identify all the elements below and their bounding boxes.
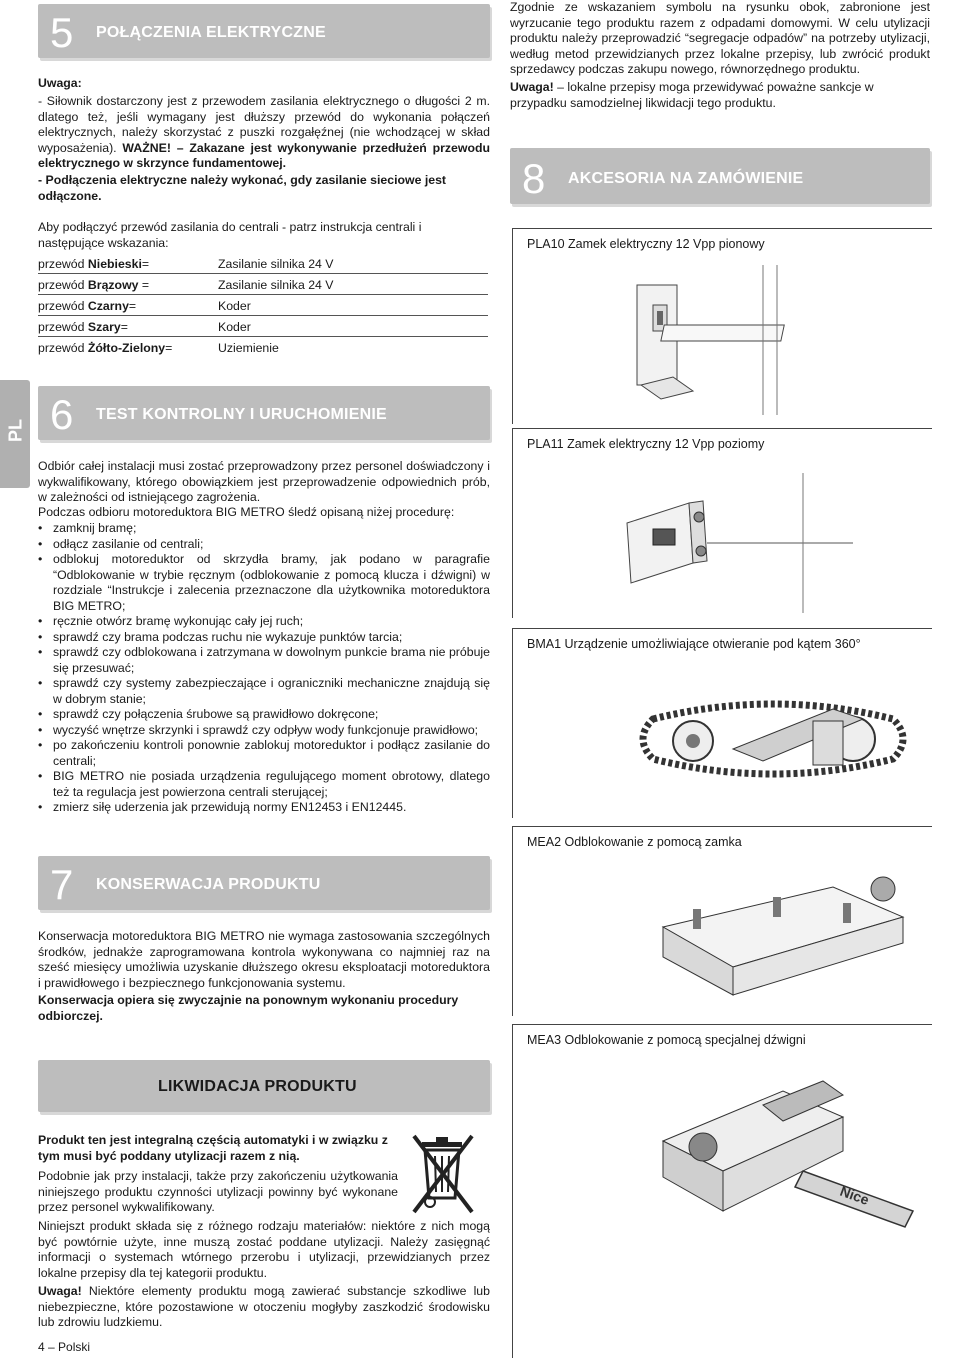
list-item: • po zakończeniu kontroli ponownie zablokuj motoreduktor i podłącz zasilanie do centrali; — [38, 738, 490, 769]
disposal-p6 — [510, 80, 930, 111]
section-5-note-1-text: - Siłownik dostarczony jest z przewodem zasilania elektrycznego o długości 2 m. dlatego też, jeśli wymagany jest dłuższy przewód do wykonania połączeń elektrycznych, należy skorzystać z puszki rozgałęźnej (nie wchodzącej w skład wyposażenia). — [38, 94, 490, 155]
section-7-p1: Konserwacja motoreduktora BIG METRO nie wymaga zastosowania szczególnych środków, jednakże zaprogramowana kontrola wykonywana co najmniej raz na sześć miesięcy umożliwia uzyskanie dłuższego okresu eksploatacji motoreduktora i prawidłowego i bezpiecznego funkcjonowania systemu. — [38, 929, 490, 990]
section-5-note-label: Uwaga: — [38, 76, 82, 90]
list-item: • odłącz zasilanie od centrali; — [38, 537, 490, 553]
pla10-lock-illustration — [613, 265, 853, 415]
section-5-note-1 — [38, 94, 490, 172]
disposal-p6-text: – lokalne przepisy moga przewidywać poważne sankcje w przypadku samodzielnej likwidacji tego produktu. — [510, 80, 874, 110]
crossed-out-wheelie-bin-icon — [408, 1132, 488, 1218]
section-8-number: 8 — [522, 155, 546, 202]
warning-label: Uwaga! — [38, 1284, 82, 1298]
disposal-p1: Produkt ten jest integralną częścią automatyki i w związku z tym musi być poddany utylizacji razem z nią. — [38, 1133, 388, 1163]
accessory-pla11 — [512, 428, 932, 618]
section-8-header — [510, 148, 930, 204]
accessory-mea3 — [512, 1024, 932, 1358]
list-item: • wyczyść wnętrze skrzynki i sprawdź czy odpływ wody funkcjonuje prawidłowo; — [38, 723, 490, 739]
wire-function: Koder — [218, 298, 251, 313]
wire-row: przewód Niebieski= Zasilanie silnika 24 V — [38, 254, 488, 274]
list-item: • odblokuj motoreduktor od skrzydła bramy, jak podano w paragrafie “Odblokowanie w trybie ręcznym (odblokowanie z pomocą klucza i dźwigni) w rozdziale “Instrukcje i zalecenia przeznaczone dla użytkownika motoreduktora BIG METRO; — [38, 552, 490, 614]
disposal-header — [38, 1060, 490, 1112]
wire-row: przewód Brązowy = Zasilanie silnika 24 V — [38, 275, 488, 295]
language-tab-label: PL — [5, 419, 26, 443]
bma1-chain-illustration — [623, 679, 923, 799]
section-7-number: 7 — [50, 861, 74, 908]
wire-function: Zasilanie silnika 24 V — [218, 277, 334, 292]
wire-table — [38, 254, 488, 358]
section-7-title: KONSERWACJA PRODUKTU — [96, 876, 321, 893]
accessory-caption: PLA11 Zamek elektryczny 12 Vpp poziomy — [527, 437, 765, 451]
accessory-caption: BMA1 Urządzenie umożliwiające otwieranie pod kątem 360° — [527, 637, 861, 651]
section-6-title: TEST KONTROLNY I URUCHOMIENIE — [96, 406, 387, 423]
list-item: • zamknij bramę; — [38, 521, 490, 537]
pla11-lock-illustration — [603, 473, 863, 613]
section-5-title: POŁĄCZENIA ELEKTRYCZNE — [96, 24, 326, 41]
disposal-p5: Zgodnie ze wskazaniem symbolu na rysunku obok, zabronione jest wyrzucanie tego produktu razem z odpadami domowymi. W celu utylizacji produktu należy przeprowadzić “segregacje odpadów” na potrzeby utylizacji, według metod przewidzianych przez lokalne przepisy, lub zwrócić produkt sprzedawcy podczas zakupu nowego, równorzędnego produktu. — [510, 0, 930, 76]
list-item: • zmierz siłę uderzenia jak przewidują normy EN12453 i EN12445. — [38, 800, 490, 816]
wire-row: przewód Czarny= Koder — [38, 296, 488, 316]
section-5-intro: Aby podłączyć przewód zasilania do centrali - patrz instrukcja centrali i następujące wskazania: — [38, 220, 422, 250]
section-5-number: 5 — [50, 9, 74, 56]
wire-color: Szary — [87, 319, 121, 334]
wire-color: Żółto-Zielony — [87, 340, 166, 355]
section-6-number: 6 — [50, 391, 74, 438]
section-6-procedure: Podczas odbioru motoreduktora BIG METRO śledź opisaną niżej procedurę: — [38, 505, 455, 519]
section-8-title: AKCESORIA NA ZAMÓWIENIE — [568, 170, 804, 187]
list-item: • sprawdź czy odblokowana i zatrzymana w dowolnym punkcie brama nie próbuje się przesuwać; — [38, 645, 490, 676]
disposal-p4-text: Niektóre elementy produktu mogą zawierać substancje szkodliwe lub niebezpieczne, które pozostawione w otoczeniu mogłyby zaszkodzić środowisku lub zdrowiu ludzkiemu. — [38, 1284, 490, 1329]
wire-color: Brązowy — [87, 277, 139, 292]
disposal-p3: Niniejszt produkt składa się z różnego rodzaju materiałów: niektóre z nich mogą być powtórnie użyte, inne muszą zostać poddane utylizacji. Należy zasięgnąć informacji o systemach wtórnego przerobu i utylizacji, przewidzianych przez lokalne przepisy dla tej kategorii produktu. — [38, 1219, 490, 1280]
accessory-caption: PLA10 Zamek elektryczny 12 Vpp pionowy — [527, 237, 765, 251]
disposal-title: LIKWIDACJA PRODUKTU — [158, 1078, 357, 1095]
list-item: • ręcznie otwórz bramę wykonując cały jej ruch; — [38, 614, 490, 630]
disposal-p4 — [38, 1284, 490, 1331]
accessory-caption: MEA3 Odblokowanie z pomocą specjalnej dźwigni — [527, 1033, 806, 1047]
section-6-intro: Odbiór całej instalacji musi zostać przeprowadzony przez personel doświadczony i wykwalifikowany, którego obowiązkiem jest przeprowadzenie odpowiednich prób, w zależności od istniejącego zagrożenia. — [38, 459, 490, 504]
section-5-header — [38, 4, 490, 58]
wire-color: Niebieski — [87, 256, 142, 271]
list-item: • BIG METRO nie posiada urządzenia regulującego moment obrotowy, dlatego też ta regulacja jest powierzona centrali sterującej; — [38, 769, 490, 800]
wire-function: Koder — [218, 319, 251, 334]
wire-row: przewód Szary= Koder — [38, 317, 488, 337]
accessory-bma1 — [512, 628, 932, 818]
section-6-header — [38, 386, 490, 440]
language-tab — [0, 380, 30, 488]
warning-label: Uwaga! — [510, 80, 554, 94]
accessory-caption: MEA2 Odblokowanie z pomocą zamka — [527, 835, 742, 849]
section-7-header — [38, 856, 490, 910]
wire-color: Czarny — [87, 298, 129, 313]
mea3-lever-illustration — [643, 1061, 933, 1231]
accessory-pla10 — [512, 228, 932, 424]
disposal-p2: Podobnie jak przy instalacji, także przy zakończeniu użytkowania niniejszego produktu czynności utylizacji powinny być wykonane przez personel wykwalifikowany. — [38, 1169, 398, 1214]
page-footer: 4 – Polski — [38, 1340, 91, 1354]
important-text: – Zakazane jest wykonywanie przedłużeń przewodu elektrycznego w skrzynce fundamentowej. — [38, 140, 490, 170]
list-item: • sprawdź czy brama podczas ruchu nie wykazuje punktów tarcia; — [38, 630, 490, 646]
section-5-note-2: - Podłączenia elektryczne należy wykonać, gdy zasilanie sieciowe jest odłączone. — [38, 173, 447, 203]
list-item: • sprawdź czy połączenia śrubowe są prawidłowo dokręcone; — [38, 707, 490, 723]
wire-row: przewód Żółto-Zielony= Uziemienie — [38, 338, 488, 357]
wire-function: Uziemienie — [218, 340, 279, 355]
mea2-lock-illustration — [643, 867, 923, 1007]
wire-function: Zasilanie silnika 24 V — [218, 256, 334, 271]
section-6-checklist — [38, 521, 490, 816]
list-item: • sprawdź czy systemy zabezpieczające i ograniczniki mechaniczne znajdują się w dobrym stanie; — [38, 676, 490, 707]
accessory-mea2 — [512, 826, 932, 1016]
important-label: WAŻNE! — [122, 140, 171, 155]
section-7-p2: Konserwacja opiera się zwyczajnie na ponownym wykonaniu procedury odbiorczej. — [38, 993, 459, 1023]
nice-logo-text: Nice — [837, 1182, 872, 1208]
